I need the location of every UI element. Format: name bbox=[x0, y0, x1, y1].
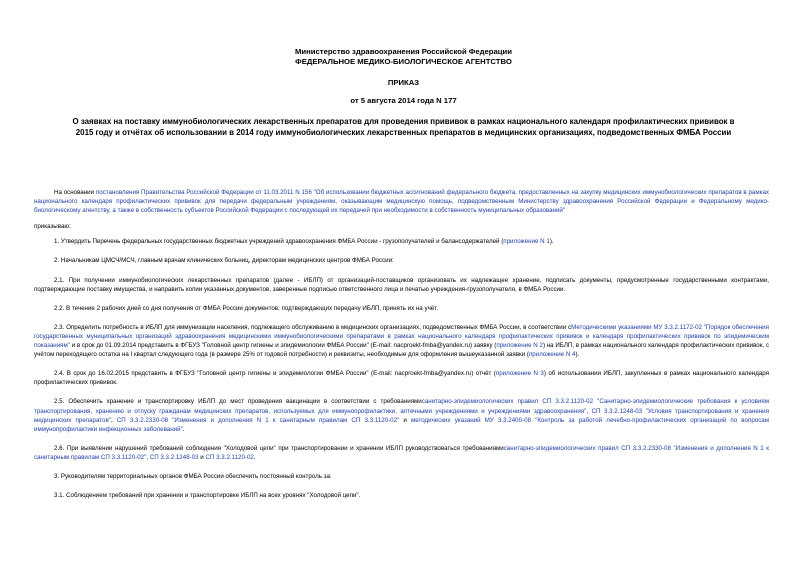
paragraph-3: 3. Руководителям территориальных органов ФМБА России обеспечить постоянный контроль за: bbox=[54, 472, 332, 480]
paragraph-2-1: 2.1. При получении иммунобиологических лекарственных препаратов (далее - ИБЛП) от организаций-поставщиков организовать их надлежащее хранение, подписать документы, предусмотренные государственными контрактами, подтверждающие поставку имущества, и направить копии указанных документов, заверенные подписью ответственного лица и печатью учреждения-грузополучателя, в ФМБА России. bbox=[34, 276, 769, 293]
document-title: О заявках на поставку иммунобиологических лекарственных препаратов для проведения прививок в рамках национального календаря профилактических прививок в 2015 году и отчётах об использовании в 2014 году иммунобиологических лекарственных препаратов в медицинских организациях, подведомственных ФМБА России bbox=[72, 117, 735, 138]
mu-2400-link[interactable]: методических указаний МУ 3.3.2400-08 "Контроль за работой лечебно-профилактических организаций по вопросам иммунопрофилактики инфекционных заболеваний" bbox=[34, 416, 769, 433]
paragraph-1: 1. Утвердить Перечень федеральных государственных бюджетных учреждений здравоохранения ФМБА России - грузополучателей и балансодержателей (приложение N 1). bbox=[54, 238, 554, 246]
sp-1120-link-2[interactable]: СП 3.3.2.1120-02 bbox=[205, 453, 254, 461]
paragraph-2-3: 2.3. Определить потребность в ИБЛП для иммунизации населения, подлежащего обслуживанию в медицинских организациях, подведомственных ФМБА России, в соответствии сМетодическими указаниями МУ 3.3.2.1172-02 "Порядок обеспечения государственных муниципальных организаций здравоохранения медицинскими иммунобиологическими препаратами в рамках национального календаря профилактических прививок и календаря профилактических прививок по эпидемическим показаниям" и в срок до 01.09.2014 представить в ФГБУЗ "Головной центр гигиены и эпидемиологии ФМБА России" (E-mail: nacproekt-fmba@yandex.ru) заявку (приложение N 2) на ИБЛП, в рамках национального календаря профилактических прививок, с учётом переходящего остатка на I квартал следующего года (в размере 25% от годовой потребности) и реквизиты, необходимые для оформления вышеуказанной заявки (приложение N 4). bbox=[34, 323, 769, 359]
basis-link[interactable]: постановления Правительства Российской Федерации от 11.03.2011 N 156 "Об использовании бюджетных ассигнований федерального бюджета, предоставленных на закупку медицинских иммунобиологических препаратов в рамках национального календаря профилактических прививок для передачи федеральным учреждениям, оказывающим медицинскую помощь, подведомственным Министерству здравоохранения Российской Федерации и Федеральному медико-биологическому агентству, а также в собственность субъектов Российской Федерации с последующей их передачей при необходимости в собственность муниципальных образований" bbox=[34, 189, 769, 215]
paragraph-2: 2. Начальникам ЦМСЧ/МСЧ, главным врачам клинических больниц, директорам медицинских центров ФМБА России: bbox=[54, 257, 394, 265]
annex-4-link[interactable]: приложение N 4 bbox=[528, 351, 576, 359]
sp-2330-link-2[interactable]: санитарно-эпидемиологических правил СП 3.3.2.2330-08 "Изменения и дополнения N 1 к санитарным правилам СП 3.3.1120-02" bbox=[34, 444, 769, 461]
ministry-name: Министерство здравоохранения Российской Федерации bbox=[295, 47, 512, 56]
document-body bbox=[34, 188, 769, 500]
order-word: приказываю: bbox=[34, 223, 71, 231]
doc-type: ПРИКАЗ bbox=[387, 78, 420, 87]
paragraph-2-2: 2.2. В течение 2 рабочих дней со дня получения от ФМБА России документов, подтверждающих передачу ИБЛП, принять их на учёт. bbox=[54, 304, 439, 312]
sp-2330-link[interactable]: СП 3.3.2.2330-08 "Изменения и дополнения N 1 к санитарным правилам СП 3.3.1120-02" bbox=[116, 416, 400, 424]
basis-paragraph: На основании постановления Правительства Российской Федерации от 11.03.2011 N 156 "Об использовании бюджетных ассигнований федерального бюджета, предоставленных на закупку медицинских иммунобиологических препаратов в рамках национального календаря профилактических прививок для передачи федеральным учреждениям, оказывающим медицинскую помощь, подведомственным Министерству здравоохранения Российской Федерации и Федеральному медико-биологическому агентству, а также в собственность субъектов Российской Федерации с последующей их передачей при необходимости в собственность муниципальных образований" bbox=[34, 189, 769, 215]
annex-1-link[interactable]: приложение N 1 bbox=[503, 238, 550, 246]
paragraph-2-5: 2.5. Обеспечить хранение и транспортировку ИБЛП до мест проведения вакцинации в соответствии с требованиямисанитарно-эпидемиологических правил СП 3.3.2.1120-02 "Санитарно-эпидемиологические требования к условиям транспортирования, хранению и отпуску гражданам медицинских препаратов, используемых для иммунопрофилактики, аптечными учреждениями и учреждениями здравоохранения", СП 3.3.2.1248-03 "Условия транспортирования и хранения медицинских препаратов", СП 3.3.2.2330-08 "Изменения и дополнения N 1 к санитарным правилам СП 3.3.1120-02" и методических указаний МУ 3.3.2400-08 "Контроль за работой лечебно-профилактических организаций по вопросам иммунопрофилактики инфекционных заболеваний". bbox=[34, 398, 769, 433]
paragraph-2-6: 2.6. При выявлении нарушений требований соблюдения "Холодовой цепи" при транспортировании и хранении ИБЛП руководствоваться требованиямисанитарно-эпидемиологических правил СП 3.3.2.2330-08 "Изменения и дополнения N 1 к санитарным правилам СП 3.3.1120-02", СП 3.3.2.1248-03 и СП 3.3.2.1120-02. bbox=[34, 444, 769, 461]
sp-1248-link[interactable]: СП 3.3.2.1248-03 "Условия транспортирования и хранения медицинских препаратов" bbox=[34, 407, 769, 424]
paragraph-2-4: 2.4. В срок до 16.02.2015 представить в ФГБУЗ "Головной центр гигиены и эпидемиологии ФМБА России" (E-mail: nacproekt-fmba@yandex.ru) отчёт (приложение N 3) об использовании ИБЛП, закупленных в рамках национального календаря профилактических прививок. bbox=[34, 370, 769, 387]
sp-1120-link[interactable]: санитарно-эпидемиологических правил СП 3.3.2.1120-02 "Санитарно-эпидемиологические требования к условиям транспортирования, хранению и отпуску гражданам медицинских препаратов, используемых для иммунопрофилактики, аптечными учреждениями и учреждениями здравоохранения" bbox=[34, 398, 769, 415]
agency-name: ФЕДЕРАЛЬНОЕ МЕДИКО-БИОЛОГИЧЕСКОЕ АГЕНТСТВО bbox=[295, 56, 512, 66]
doc-date-number: от 5 августа 2014 года N 177 bbox=[350, 96, 457, 105]
annex-2-link[interactable]: приложение N 2 bbox=[496, 342, 543, 350]
mu-1172-link[interactable]: Методическими указаниями МУ 3.3.2.1172-02 "Порядок обеспечения государственных муниципальных организаций здравоохранения медицинскими иммунобиологическими препаратами в рамках национального календаря профилактических прививок и календаря профилактических прививок по эпидемическим показаниям" bbox=[34, 323, 769, 350]
annex-3-link[interactable]: приложение N 3 bbox=[495, 370, 544, 378]
sp-1248-link-2[interactable]: СП 3.3.2.1248-03 bbox=[149, 453, 199, 461]
document-header bbox=[0, 47, 807, 66]
paragraph-3-1: 3.1. Соблюдением требований при хранении и транспортировке ИБЛП на всех уровнях "Холодовой цепи". bbox=[54, 492, 361, 500]
